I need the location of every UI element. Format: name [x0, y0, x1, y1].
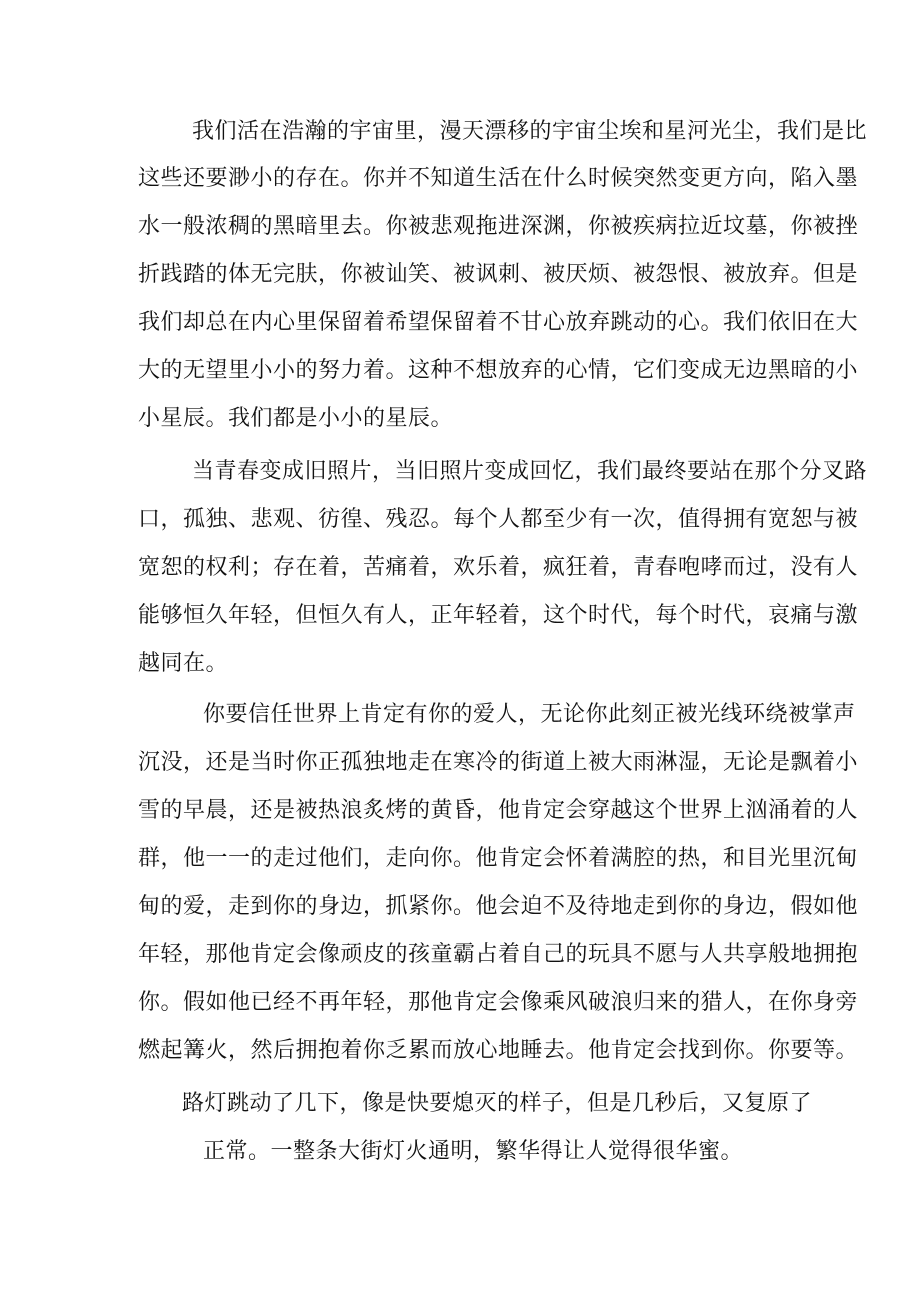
paragraph-3-line-2: 沉没，还是当时你正孤独地走在寒冷的街道上被大雨淋湿，无论是飘着小: [138, 750, 859, 775]
paragraph-3-line-5: 甸的爱，走到你的身边，抓紧你。他会迫不及待地走到你的身边，假如他: [138, 894, 859, 919]
paragraph-1-line-6: 大的无望里小小的努力着。这种不想放弃的心情，它们变成无边黑暗的小: [138, 358, 859, 383]
paragraph-2-line-5: 越同在。: [138, 651, 229, 676]
paragraph-2-line-3: 宽恕的权利；存在着，苦痛着，欢乐着，疯狂着，青春咆哮而过，没有人: [138, 555, 859, 580]
paragraph-3-line-1: 你要信任世界上肯定有你的爱人，无论你此刻正被光线环绕被掌声: [203, 702, 856, 727]
paragraph-3-line-3: 雪的早晨，还是被热浪炙烤的黄昏，他肯定会穿越这个世界上汹涌着的人: [138, 798, 859, 823]
paragraph-4-line-1: 路灯跳动了几下，像是快要熄灭的样子，但是几秒后，又复原了: [182, 1091, 813, 1116]
paragraph-3-line-7: 你。假如他已经不再年轻，那他肯定会像乘风破浪归来的猎人，在你身旁: [138, 990, 859, 1015]
paragraph-4-line-2: 正常。一整条大街灯火通明，繁华得让人觉得很华蜜。: [203, 1139, 744, 1164]
paragraph-3-line-8: 燃起篝火，然后拥抱着你乏累而放心地睡去。他肯定会找到你。你要等。: [138, 1038, 859, 1063]
paragraph-1-line-5: 我们却总在内心里保留着希望保留着不甘心放弃跳动的心。我们依旧在大: [138, 310, 859, 335]
paragraph-2-line-4: 能够恒久年轻，但恒久有人，正年轻着，这个时代，每个时代，哀痛与激: [138, 603, 859, 628]
paragraph-2-line-2: 口，孤独、悲观、彷徨、残忍。每个人都至少有一次，值得拥有宽恕与被: [138, 507, 859, 532]
paragraph-3-line-4: 群，他一一的走过他们，走向你。他肯定会怀着满腔的热，和目光里沉甸: [138, 846, 859, 871]
paragraph-1-line-1: 我们活在浩瀚的宇宙里，漫天漂移的宇宙尘埃和星河光尘，我们是比: [192, 119, 868, 144]
paragraph-1-line-3: 水一般浓稠的黑暗里去。你被悲观拖进深渊，你被疾病拉近坟墓，你被挫: [138, 214, 859, 239]
paragraph-2-line-1: 当青春变成旧照片，当旧照片变成回忆，我们最终要站在那个分叉路: [192, 459, 868, 484]
paragraph-3-line-6: 年轻，那他肯定会像顽皮的孩童霸占着自己的玩具不愿与人共享般地拥抱: [138, 942, 859, 967]
paragraph-1-line-4: 折践踏的体无完肤，你被讪笑、被讽刺、被厌烦、被怨恨、被放弃。但是: [138, 262, 859, 287]
paragraph-1-line-7: 小星辰。我们都是小小的星辰。: [138, 406, 454, 431]
paragraph-1-line-2: 这些还要渺小的存在。你并不知道生活在什么时候突然变更方向，陷入墨: [138, 166, 859, 191]
